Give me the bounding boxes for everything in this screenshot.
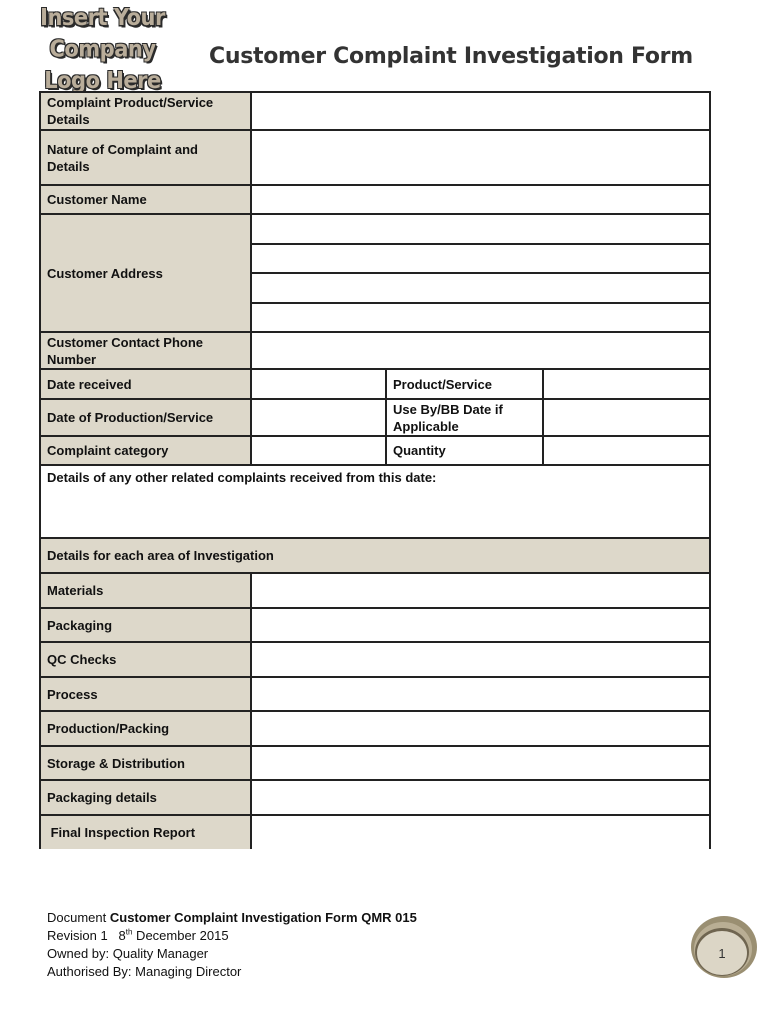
label-product-service: Product/Service <box>387 370 544 400</box>
input-address-line-1[interactable] <box>252 215 709 245</box>
row-date-received <box>41 370 709 400</box>
logo-line-1: Insert Your Company <box>40 4 165 62</box>
page-number: 1 <box>718 946 726 961</box>
company-logo-placeholder <box>10 3 195 97</box>
label-other-complaints[interactable]: Details of any other related complaints received from this date: <box>41 466 709 539</box>
input-address-line-2[interactable] <box>252 245 709 274</box>
document-footer <box>47 909 417 981</box>
row-customer-address <box>41 215 709 333</box>
footer-revision-sup: th <box>125 927 133 937</box>
footer-revision-date: December 2015 <box>132 928 229 943</box>
footer-document-name: Customer Complaint Investigation Form QMR 015 <box>109 910 417 925</box>
row-investigation-final-inspection <box>41 816 709 849</box>
input-production-packing[interactable] <box>252 712 709 747</box>
row-investigation-storage <box>41 747 709 781</box>
input-packaging-details[interactable] <box>252 781 709 816</box>
investigation-section-header: Details for each area of Investigation <box>41 539 709 574</box>
row-other-complaints <box>41 466 709 539</box>
label-contact-phone: Customer Contact Phone Number <box>41 333 252 370</box>
input-materials[interactable] <box>252 574 709 609</box>
complaint-form <box>39 91 711 849</box>
label-nature-of-complaint: Nature of Complaint and Details <box>41 131 252 186</box>
input-storage-distribution[interactable] <box>252 747 709 781</box>
footer-revision-prefix: Revision 1 8 <box>47 928 126 943</box>
input-date-production[interactable] <box>252 400 387 437</box>
input-address-line-4[interactable] <box>252 304 709 333</box>
input-use-by-date[interactable] <box>544 400 709 437</box>
row-product-details <box>41 93 709 131</box>
input-product-service-details[interactable] <box>252 93 709 131</box>
logo-line-2: Logo Here <box>44 67 161 94</box>
label-storage-distribution: Storage & Distribution <box>41 747 252 781</box>
label-date-received: Date received <box>41 370 252 400</box>
row-investigation-qc-checks <box>41 643 709 678</box>
row-investigation-materials <box>41 574 709 609</box>
row-customer-name <box>41 186 709 215</box>
row-nature <box>41 131 709 186</box>
input-date-received[interactable] <box>252 370 387 400</box>
input-packaging[interactable] <box>252 609 709 643</box>
input-process[interactable] <box>252 678 709 712</box>
label-product-service-details: Complaint Product/Service Details <box>41 93 252 131</box>
label-quantity: Quantity <box>387 437 544 466</box>
input-customer-name[interactable] <box>252 186 709 215</box>
input-complaint-category[interactable] <box>252 437 387 466</box>
row-investigation-production-packing <box>41 712 709 747</box>
page-title: Customer Complaint Investigation Form <box>209 44 693 69</box>
row-complaint-category <box>41 437 709 466</box>
label-packaging-details: Packaging details <box>41 781 252 816</box>
footer-document-prefix: Document <box>47 910 110 925</box>
footer-revision-line <box>47 927 417 945</box>
label-customer-name: Customer Name <box>41 186 252 215</box>
row-investigation-process <box>41 678 709 712</box>
label-final-inspection: Final Inspection Report <box>41 816 252 849</box>
input-product-service[interactable] <box>544 370 709 400</box>
row-investigation-header <box>41 539 709 574</box>
label-materials: Materials <box>41 574 252 609</box>
footer-authorised-by: Authorised By: Managing Director <box>47 964 242 979</box>
input-nature-of-complaint[interactable] <box>252 131 709 186</box>
row-date-production <box>41 400 709 437</box>
footer-document-line <box>47 909 417 927</box>
label-date-production: Date of Production/Service <box>41 400 252 437</box>
row-investigation-packaging <box>41 609 709 643</box>
input-final-inspection[interactable] <box>252 816 709 849</box>
page-number-badge <box>687 913 757 983</box>
label-process: Process <box>41 678 252 712</box>
row-contact-phone <box>41 333 709 370</box>
input-qc-checks[interactable] <box>252 643 709 678</box>
label-customer-address: Customer Address <box>41 215 252 333</box>
input-contact-phone[interactable] <box>252 333 709 370</box>
row-investigation-packaging-details <box>41 781 709 816</box>
address-lines <box>252 215 709 333</box>
label-use-by-date: Use By/BB Date if Applicable <box>387 400 544 437</box>
label-production-packing: Production/Packing <box>41 712 252 747</box>
footer-owned-by: Owned by: Quality Manager <box>47 946 209 961</box>
label-complaint-category: Complaint category <box>41 437 252 466</box>
input-quantity[interactable] <box>544 437 709 466</box>
label-qc-checks: QC Checks <box>41 643 252 678</box>
label-packaging: Packaging <box>41 609 252 643</box>
input-address-line-3[interactable] <box>252 274 709 304</box>
